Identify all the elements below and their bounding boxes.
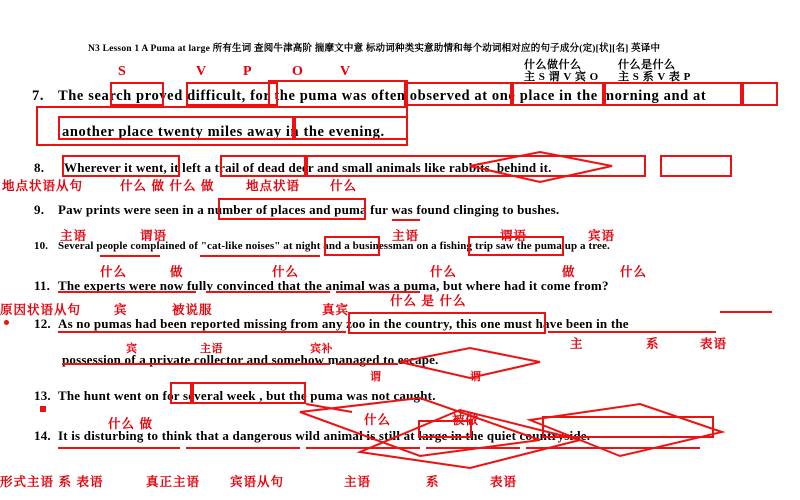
ann-row14-2: 真正主语 bbox=[146, 475, 201, 489]
ann-row9-5: 宾语 bbox=[588, 229, 616, 243]
ann-row10-3: 什么 bbox=[272, 265, 300, 279]
document-header: N3 Lesson 1 A Puma at large 所有生词 查阅牛津高阶 揣摩文中意 标动词种类实意助情和每个动词相对应的句子成分(定)[状][名] 英译中 bbox=[88, 44, 661, 54]
ann-row10-1: 什么 bbox=[100, 265, 128, 279]
header-note-3: 什么是什么 bbox=[618, 59, 676, 71]
ann-row9-4: 谓语 bbox=[500, 229, 528, 243]
ann-row12-1: 宾 bbox=[126, 343, 138, 355]
ann-row12-3: 宾补 bbox=[310, 343, 333, 355]
item-7-line-1: The search proved difficult, for the puma was often observed at one place in the morning and at bbox=[58, 88, 707, 104]
ann-row8-4: 什么 bbox=[330, 179, 358, 193]
ann-row10-6: 什么 bbox=[620, 265, 648, 279]
item-8-number: 8. bbox=[34, 160, 45, 175]
markup-box-behind-it bbox=[660, 155, 732, 177]
label-S-7: S bbox=[118, 64, 126, 79]
ann-row9-1: 主语 bbox=[60, 229, 88, 243]
ann-row11-1: 原因状语从句 bbox=[0, 303, 82, 317]
item-14-number: 14. bbox=[34, 428, 51, 443]
item-13-line-1: The hunt went on for several week , but the puma was not caught. bbox=[58, 388, 436, 403]
item-10-line-1: Several people complained of "cat-like noises" at night and a businessman on a fishing trip saw the puma up a tree. bbox=[58, 240, 610, 252]
ann-row10-4: 什么 bbox=[430, 265, 458, 279]
item-9-line-1: Paw prints were seen in a number of places and puma fur was found clinging to bushes. bbox=[58, 202, 560, 217]
ann-row13-2: 什么 bbox=[364, 413, 392, 427]
ann-row8-1: 地点状语从句 bbox=[2, 179, 84, 193]
ann-row11-2: 宾 bbox=[114, 303, 128, 317]
ann-row14-3: 宾语从句 bbox=[230, 475, 285, 489]
item-11-line-1: The experts were now fully convinced that the animal was a puma, but where had it come from? bbox=[58, 278, 609, 293]
ann-row12-4: 主 bbox=[570, 337, 584, 351]
item-7-number: 7. bbox=[32, 88, 45, 104]
ann-row12b-1: 谓 bbox=[370, 371, 382, 383]
ann-row11-3: 被说服 bbox=[172, 303, 213, 317]
item-10-number: 10. bbox=[34, 240, 49, 252]
markup-box-and-at bbox=[742, 82, 778, 106]
header-note-2: 主 S 谓 V 宾 O bbox=[524, 71, 599, 83]
ann-row12b-2: 谓 bbox=[470, 371, 482, 383]
ann-row13-3: 被做 bbox=[452, 413, 480, 427]
ann-row13-1: 什么 做 bbox=[108, 417, 153, 431]
item-8-line-1: Wherever it went, it left a trail of dead deer and small animals like rabbits. behind it. bbox=[64, 160, 552, 175]
item-11-number: 11. bbox=[34, 278, 51, 293]
ann-row8-3: 地点状语 bbox=[246, 179, 301, 193]
ann-row14-6: 表语 bbox=[490, 475, 518, 489]
item-12-number: 12. bbox=[34, 316, 51, 331]
ann-row12-5: 系 bbox=[646, 337, 660, 351]
bullet-dot-12 bbox=[4, 320, 9, 325]
ann-row12-6: 表语 bbox=[700, 337, 728, 351]
ann-row12-2: 主语 bbox=[200, 343, 223, 355]
item-12-line-2: possession of a private collector and somehow managed to escape. bbox=[62, 352, 439, 367]
ann-row14-5: 系 bbox=[426, 475, 440, 489]
ann-row14-1: 形式主语 系 表语 bbox=[0, 475, 104, 489]
ann-row10-2: 做 bbox=[170, 265, 184, 279]
ann-row11-4: 真宾 bbox=[322, 303, 350, 317]
ann-row8-2: 什么 做 什么 做 bbox=[120, 179, 215, 193]
label-V-7: V bbox=[196, 64, 207, 79]
bullet-square-13 bbox=[40, 406, 46, 412]
ann-row9-2: 谓语 bbox=[140, 229, 168, 243]
label-V2-7: V bbox=[340, 64, 351, 79]
ann-row9-3: 主语 bbox=[392, 229, 420, 243]
ann-row11-5: 什么 是 什么 bbox=[390, 294, 467, 308]
label-P-7: P bbox=[243, 64, 252, 79]
item-9-number: 9. bbox=[34, 202, 45, 217]
item-13-number: 13. bbox=[34, 388, 51, 403]
ann-row10-5: 做 bbox=[562, 265, 576, 279]
header-note-4: 主 S 系 V 表 P bbox=[618, 71, 691, 83]
label-O-7: O bbox=[292, 64, 303, 79]
item-7-line-2: another place twenty miles away in the evening. bbox=[62, 124, 385, 140]
item-12-line-1: As no pumas had been reported missing from any zoo in the country, this one must have been in the bbox=[58, 316, 629, 331]
ann-row14-4: 主语 bbox=[344, 475, 372, 489]
header-note-1: 什么做什么 bbox=[524, 59, 582, 71]
item-14-line-1: It is disturbing to think that a dangerous wild animal is still at large in the quiet countryside. bbox=[58, 428, 591, 443]
